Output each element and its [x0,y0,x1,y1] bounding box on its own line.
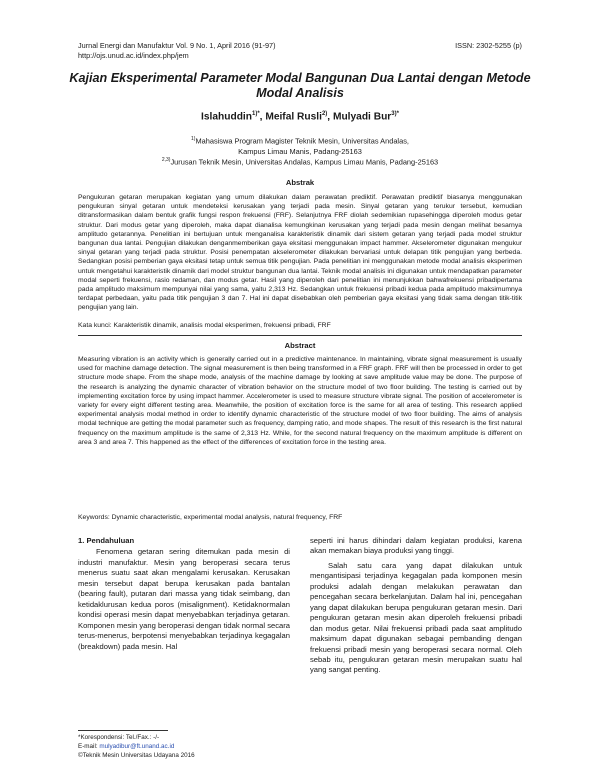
issn: ISSN: 2302-5255 (p) [455,41,522,50]
footnote [78,733,195,761]
paper-title: Kajian Eksperimental Parameter Modal Bangunan Dua Lantai dengan Metode Modal Analisis [69,71,531,100]
author-list: Islahuddin$^{1)*}$, Meifal Rusli$^{2)}$, Mulyadi Bur$^{3)*}$ [201,111,399,123]
correspondence: *Korespondensi: Tel./Fax.: -/- [78,734,160,741]
author-affiliation-mark: 2) [321,111,328,117]
author-affiliation-mark: 3)* [391,111,399,117]
keywords: Keywords: Dynamic characteristic, experimental modal analysis, natural frequency, FRF [78,514,343,521]
email-label: E-mail: [78,743,100,751]
journal-url[interactable]: http://ojs.unud.ac.id/index.php/jem [78,51,189,60]
affiliation-2 [60,155,540,168]
divider [78,335,522,336]
journal-citation [78,41,276,61]
body-paragraph: Fenomena getaran sering ditemukan pada mesin di industri manufaktur. Mesin yang beroperasi secara terus menerus suatu saat akan mengalami kerusakan. Kerusakan mesin tersebut dapat berupa kerusakan pada bantalan (bearing fault), putaran dari massa yang tidak seimbang, dan ketidaklurusan kedua poros (misalignment). Ketidaknormalan kondisi operasi mesin dapat menyebabkan terjadinya getaran. Komponen mesin yang beroperasi dengan tidak normal secara terus-menerus, berpotensi menyebabkan terjadinya kegagalan (breakdown) pada mesin. Hal [78,547,290,651]
author-name: Mulyadi Bur [332,111,392,123]
journal-name: Jurnal Energi dan Manufaktur Vol. 9 No. 1, April 2016 (91-97) [78,41,276,50]
author-name: Meifal Rusli [265,111,322,123]
abstract-heading: Abstract [284,341,316,350]
email-link[interactable]: mulyadibur@ft.unand.ac.id [99,743,175,751]
body-paragraph: Salah satu cara yang dapat dilakukan untuk mengantisipasi terjadinya kegagalan pada komponen mesin produksi adalah dengan melakukan perawatan dan pencegahan secara berkelanjutan. Dalam hal ini, pencegahan yang dapat dilakukan berupa pengukuran getaran mesin. Dari pengukuran getaran mesin akan diperoleh frekuensi pribadi dan modus getar. Nilai frekuensi pribadi pada saat amplitudo maksimum dapat digunakan sebagai pembanding dengan frekuensi pribadi mesin yang beroperasi secara normal. Oleh sebab itu, pengukuran getaran mesin merupakan suatu hal yang sangat penting. [310,560,522,675]
abstrak-heading: Abstrak [285,178,315,187]
right-column [310,536,522,676]
author-affiliation-mark: 1)* [251,111,260,117]
abstrak-text: Pengukuran getaran merupakan kegiatan yang umum dilakukan dalam perawatan prediktif. Perawatan prediktif biasanya menggunakan pengukuran sinyal getaran untuk mendeteksi kerusakan yang terjadi pada mesin. Sinyal getaran yang terukur tersebut, kemudian ditransformasikan dalam bentuk grafik fungsi respon frekuensi (FRF). Selanjutnya FRF diolah sedemikian rupasehingga diperoleh modus getar struktur. Dari modus getar yang diperoleh, maka dapat dianalisa kemungkinan kerusakan yang terjadi pada mesin dengan melihat besarnya amplitudo getarannya. Penelitian ini bertujuan untuk menganalisa karakteristik dinamik dari sistem getaran yang terjadi pada model struktur bangunan dua lantai. Pengujian dilakukan denganmemberikan gaya eksitasi menggunakan impact hammer. Akselerometer digunakan mengukur sinyal getaran yang terjadi pada struktur. Posisi penempatan akselerometer dilakukan bervariasi untuk delapan titik pengujian yang berbeda. Sedangkan posisi pemberian gaya eksitasi tetap untuk semua titik pengujian. Pada penelitian ini menggunakan metode modal analisis eksperimen untuk mengetahui karakteristik dinamik dari model struktur bangunan dua lantai. Teknik modal analisis ini digunakan untuk mendapatkan parameter modal seperti frekuensi, rasio redaman, dan modus getar. Hasil yang diperoleh dari penelitian ini menunjukkan bahwafrekuensi pribadipertama pada amplitudo maksimum mempunyai nilai yang sama, yaitu 2,313 Hz. Sedangkan untuk frekuensi pribadi kedua pada amplitudo maksimumnya terdapat perbedaan, yaitu pada titik pengujian 3 dan 7. Hal ini dapat disebabkan oleh pemberian gaya eksitasi yang tidak sama dengan titik-titik pengujian yang lain. [78,194,522,312]
left-column [78,536,290,652]
affiliation-text: Mahasiswa Program Magister Teknik Mesin, Universitas Andalas, [195,136,409,146]
kata-kunci: Kata kunci: Karakteristik dinamik, analisis modal eksperimen, frekuensi pribadi, FRF [78,322,331,329]
copyright: ©Teknik Mesin Universitas Udayana 2016 [78,752,195,760]
affiliation-text: Kampus Limau Manis, Padang-25163 [238,146,362,156]
author-name: Islahuddin [201,111,252,123]
footnote-divider [78,730,168,731]
section-heading: 1. Pendahuluan [78,536,135,545]
affiliation-mark: 2,3) [161,157,171,163]
abstract-text: Measuring vibration is an activity which is generally carried out in a predictive maintenance. In maintaining, vibrate signal measurement is usually used for machine damage detection. The signal measurement is then being transformed in a FRF graph. FRF will then be processed in order to get structure mode shape. From the shape mode, analysis of the machine damage by looking at save amplitude value may be done. The purpose of the research is analyzing the dynamic character of vibration behavior on the structure model of two floor building. The testing is carried out by implementing excitation force by using impact hammer. Accelerometer is used to measure structure vibrate signal. The position of accelerometer is variety for every eight different testing area. Meanwhile, the position of excitation force is the same for all area of testing. This research applied experimental analysis modal method in order to identify dynamic characteristic of the structure model of two floor building. The aims of analysis modal technique are getting the modal parameter such as frequency, damping ratio, and mode shapes. The result of this research is the first natural frequency on the maximum amplitude is the same of 2,313 Hz. While, for the second natural frequency on the maximum amplitude is different on area 3 and area 7. This happened as the effect of the differences of excitation force in the testing area. [78,356,522,446]
affiliation-text: Jurusan Teknik Mesin, Universitas Andalas, Kampus Limau Manis, Padang-25163 [170,157,439,167]
body-paragraph: seperti ini harus dihindari dalam kegiatan produksi, karena akan memakan biaya produksi yang tinggi. [310,536,522,556]
affiliation-1 [60,134,540,157]
affiliation-mark: 1) [191,136,196,142]
